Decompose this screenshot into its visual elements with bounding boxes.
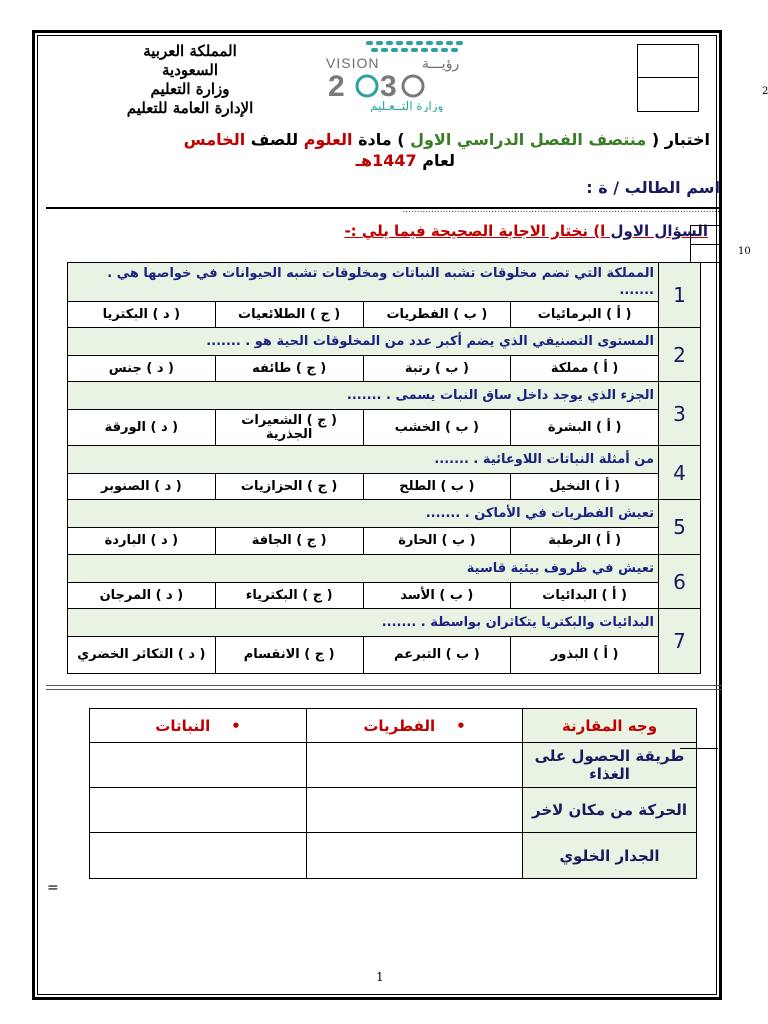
exam-title: اختبار ( منتصف الفصل الدراسي الاول ) مادة العلوم للصف الخامس — [183, 130, 710, 149]
comparison-row — [90, 788, 697, 833]
question-number: 7 — [659, 609, 701, 674]
option-c[interactable]: ( ج ) الطلائعيات — [215, 302, 363, 328]
ministry-line: السعودية — [161, 61, 218, 79]
student-name-field[interactable]: اسم الطالب / ة : ............................................................................................................... — [402, 178, 720, 215]
question-number: 6 — [659, 555, 701, 609]
divider — [46, 685, 722, 686]
svg-text:VISION: VISION — [326, 55, 380, 71]
mcq-question-row — [68, 555, 701, 583]
mcq-question-row — [68, 382, 701, 410]
answer-cell[interactable] — [90, 788, 307, 833]
answer-cell[interactable] — [90, 833, 307, 879]
option-d[interactable]: ( د ) المرجان — [68, 583, 216, 609]
mcq-question-row — [68, 328, 701, 356]
option-a[interactable]: ( أ ) مملكة — [511, 356, 659, 382]
mcq-options-row — [68, 356, 701, 382]
option-a[interactable]: ( أ ) البدائيات — [511, 583, 659, 609]
question1-title: السؤال الاول ا) نختار الاجابة الصحيحة فيما يلي :- — [344, 222, 708, 240]
mcq-question-row — [68, 609, 701, 637]
option-a[interactable]: ( أ ) الرطبة — [511, 528, 659, 555]
divider — [46, 207, 722, 209]
option-b[interactable]: ( ب ) الخشب — [363, 410, 511, 446]
mcq-question-row — [68, 446, 701, 474]
option-d[interactable]: ( د ) الصنوبر — [68, 474, 216, 500]
column-plants: • النباتات — [90, 709, 307, 743]
option-b[interactable]: ( ب ) الأسد — [363, 583, 511, 609]
comparison-table — [89, 708, 697, 879]
question-text: الجزء الذي يوجد داخل ساق النبات يسمى . ....... — [68, 382, 659, 410]
question-number: 5 — [659, 500, 701, 555]
option-a[interactable]: ( أ ) النخيل — [511, 474, 659, 500]
option-a[interactable]: ( أ ) البرمائيات — [511, 302, 659, 328]
option-d[interactable]: ( د ) جنس — [68, 356, 216, 382]
mcq-options-row — [68, 474, 701, 500]
question-text: البدائيات والبكتريا يتكاثران بواسطة . ....... — [68, 609, 659, 637]
mcq-options-row — [68, 410, 701, 446]
comparison-aspect: الجدار الخلوي — [523, 833, 697, 879]
ministry-line: وزارة التعليم — [150, 80, 230, 98]
option-c[interactable]: ( ج ) الانقسام — [215, 637, 363, 674]
grade-box — [637, 44, 699, 112]
comparison-header-row — [90, 709, 697, 743]
comparison-corner: وجه المقارنة — [523, 709, 697, 743]
question-number: 4 — [659, 446, 701, 500]
mcq-options-row — [68, 302, 701, 328]
option-a[interactable]: ( أ ) البشرة — [511, 410, 659, 446]
answer-cell[interactable] — [307, 833, 523, 879]
option-b[interactable]: ( ب ) رتبة — [363, 356, 511, 382]
divider — [46, 689, 722, 690]
svg-text:2: 2 — [328, 70, 345, 103]
mcq-options-row — [68, 583, 701, 609]
exam-year: لعام 1447هـ — [355, 151, 455, 170]
question-number: 2 — [659, 328, 701, 382]
ministry-header — [80, 42, 300, 118]
mcq-question-row — [68, 263, 701, 302]
answer-cell[interactable] — [90, 743, 307, 788]
mcq-options-row — [68, 637, 701, 674]
option-c[interactable]: ( ج ) البكترياء — [215, 583, 363, 609]
svg-text:3: 3 — [380, 70, 397, 103]
option-d[interactable]: ( د ) التكاثر الخضري — [68, 637, 216, 674]
option-d[interactable]: ( د ) الباردة — [68, 528, 216, 555]
option-a[interactable]: ( أ ) البذور — [511, 637, 659, 674]
question-number: 1 — [659, 263, 701, 328]
option-b[interactable]: ( ب ) الطلح — [363, 474, 511, 500]
edge-number: 2 — [762, 86, 768, 97]
answer-cell[interactable] — [307, 743, 523, 788]
option-b[interactable]: ( ب ) التبرعم — [363, 637, 511, 674]
question-text: المملكة التي تضم مخلوقات تشبه النباتات ومخلوقات تشبه الحيوانات في خواصها هي . ....... — [68, 263, 659, 302]
question-text: تعيش في ظروف بيئية قاسية — [68, 555, 659, 583]
equals-mark: = — [47, 880, 59, 896]
comparison-aspect: الحركة من مكان لاخر — [523, 788, 697, 833]
option-c[interactable]: ( ج ) طائفه — [215, 356, 363, 382]
mcq-options-row — [68, 528, 701, 555]
option-d[interactable]: ( د ) الورقة — [68, 410, 216, 446]
option-d[interactable]: ( د ) البكتريا — [68, 302, 216, 328]
column-fungi: • الفطريات — [307, 709, 523, 743]
svg-text:رؤيـــة: رؤيـــة — [422, 56, 460, 72]
comparison-row — [90, 833, 697, 879]
question-text: المستوى التصنيفي الذي يضم أكبر عدد من المخلوقات الحية هو . ....... — [68, 328, 659, 356]
comparison-aspect: طريقة الحصول على الغذاء — [523, 743, 697, 788]
option-b[interactable]: ( ب ) الفطريات — [363, 302, 511, 328]
option-c[interactable]: ( ج ) الجافة — [215, 528, 363, 555]
question-text: تعيش الفطريات في الأماكن . ....... — [68, 500, 659, 528]
ministry-line: المملكة العربية — [143, 42, 237, 60]
option-c[interactable]: ( ج ) الحزازيات — [215, 474, 363, 500]
ministry-line: الإدارة العامة للتعليم — [126, 99, 254, 117]
comparison-row — [90, 743, 697, 788]
mcq-question-row — [68, 500, 701, 528]
option-c[interactable]: ( ج ) الشعيرات الجذرية — [215, 410, 363, 446]
option-b[interactable]: ( ب ) الحارة — [363, 528, 511, 555]
svg-text:وزارة التــعـليم: وزارة التــعـليم — [370, 99, 444, 112]
question-text: من أمثلة النباتات اللاوعائية . ....... — [68, 446, 659, 474]
question1-score-value: 10 — [738, 246, 751, 257]
question1-score-box — [690, 225, 720, 263]
page-number: 1 — [376, 970, 384, 984]
answer-cell[interactable] — [307, 788, 523, 833]
vision-2030-logo — [322, 38, 488, 112]
connector-line — [680, 748, 718, 749]
mcq-table — [67, 262, 701, 674]
question-number: 3 — [659, 382, 701, 446]
